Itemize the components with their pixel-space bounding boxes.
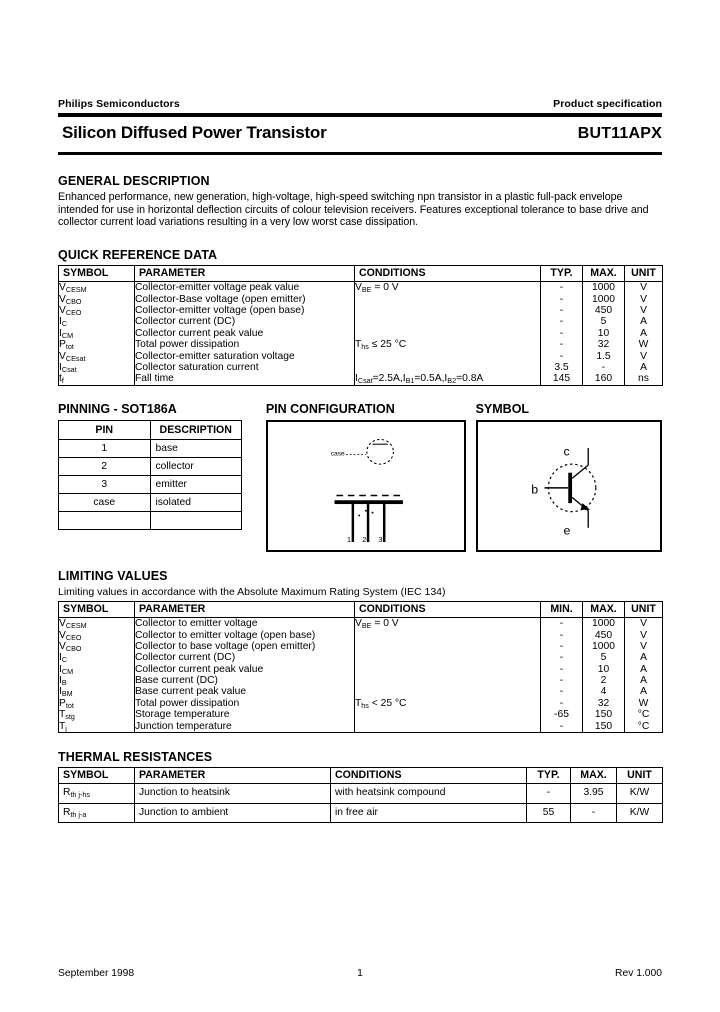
cell-line: -	[559, 339, 564, 351]
header-rule-bottom	[58, 152, 662, 155]
cell-line: $V_{BE} = 0$ V	[355, 618, 399, 630]
pinning-section	[58, 402, 256, 552]
cell-line: 32	[597, 697, 610, 709]
cell-line: -	[559, 327, 564, 339]
base-label: b	[530, 482, 538, 497]
part-number: BUT11APX	[577, 125, 662, 142]
pin-description-cell: emitter	[150, 475, 242, 493]
cell-line: Total power dissipation	[135, 697, 240, 709]
spacer-cell	[150, 511, 242, 529]
cell-line: -	[559, 304, 564, 316]
cell-line: 32	[597, 339, 610, 351]
cell-line: $I_{Csat}$	[59, 361, 77, 374]
cell-line: Collector-emitter voltage (open base)	[135, 304, 305, 316]
cell-line	[355, 351, 540, 362]
cell-line	[355, 664, 540, 675]
cell-line: Collector current peak value	[135, 663, 264, 675]
table-row	[59, 475, 242, 493]
parameter-cell	[135, 282, 354, 385]
lead-label-1: 1	[346, 534, 351, 544]
cell-line: -	[559, 629, 564, 641]
cell-line: 5	[600, 652, 607, 664]
column-header-conditions: CONDITIONS	[355, 601, 541, 617]
cell-line: $T_{stg}$	[59, 709, 75, 721]
column-header-parameter: PARAMETER	[135, 768, 331, 784]
cell-line: °C	[637, 720, 650, 732]
cell-line: A	[640, 327, 647, 339]
cell-line	[355, 316, 540, 327]
cell-line	[355, 675, 540, 686]
cell-line: W	[638, 697, 649, 709]
table-row-spacer	[59, 511, 242, 529]
pinning-heading: PINNING - SOT186A	[58, 401, 177, 416]
parameter-cell: Junction to heatsink	[135, 784, 331, 803]
cell-line: $V_{CEO}$	[59, 304, 82, 317]
cell-line: ns	[638, 373, 649, 385]
cell-line: Collector to base voltage (open emitter)	[135, 640, 316, 652]
package-info-row	[58, 402, 662, 552]
thermal-resistances-table	[58, 767, 663, 823]
cell-line: $P_{tot}$	[59, 339, 74, 351]
cell-line: Collector-emitter saturation voltage	[135, 350, 295, 362]
cell-line: 160	[594, 373, 613, 385]
cell-line: Collector-Base voltage (open emitter)	[135, 293, 306, 305]
column-header-max: MAX.	[571, 768, 617, 784]
cell-line: -	[559, 640, 564, 652]
cell-line: 1000	[592, 618, 615, 630]
column-header-conditions: CONDITIONS	[331, 768, 527, 784]
cell-line: W	[638, 339, 649, 351]
table-row	[59, 282, 663, 386]
column-header-min: MIN.	[541, 601, 583, 617]
cell-line: -	[559, 293, 564, 305]
general-description-heading: GENERAL DESCRIPTION	[58, 174, 210, 188]
typ-cell: -	[527, 784, 571, 803]
collector-label: c	[563, 444, 570, 459]
cell-line	[355, 721, 540, 732]
page-footer	[58, 968, 662, 979]
column-header-description: DESCRIPTION	[150, 420, 242, 439]
cell-line: $V_{CESM}$	[59, 282, 87, 294]
symbol-figure	[476, 420, 662, 552]
table-header-row	[59, 265, 663, 281]
cell-line: $V_{CBO}$	[59, 293, 82, 305]
cell-line	[355, 709, 540, 720]
title-row	[58, 117, 662, 150]
cell-line: $t_f$	[59, 373, 64, 385]
limiting-values-note: Limiting values in accordance with the Absolute Maximum Rating System (IEC 134)	[58, 585, 446, 598]
page-content	[58, 98, 662, 823]
cell-line: -	[601, 361, 606, 373]
cell-line: $V_{CBO}$	[59, 640, 82, 653]
cell-line: °C	[637, 709, 650, 721]
cell-line	[355, 294, 540, 305]
cell-line: -	[559, 697, 564, 709]
cell-line: $V_{CEO}$	[59, 629, 82, 641]
cell-line: Collector current peak value	[135, 327, 264, 339]
column-header-max: MAX.	[583, 265, 625, 281]
page-title: Silicon Diffused Power Transistor	[62, 123, 327, 142]
conditions-cell	[355, 618, 540, 732]
cell-line: Base current peak value	[135, 686, 247, 698]
column-header-unit: UNIT	[625, 265, 663, 281]
table-header-row	[59, 420, 242, 439]
column-header-conditions: CONDITIONS	[355, 265, 541, 281]
cell-line: 5	[600, 316, 607, 328]
cell-line: -	[559, 282, 564, 294]
unit-cell: K/W	[617, 784, 663, 803]
pin-description-cell: isolated	[150, 493, 242, 511]
cell-line: -	[559, 316, 564, 328]
cell-line: 450	[594, 304, 613, 316]
pin-description-cell: collector	[150, 457, 242, 475]
parameter-cell: Junction to ambient	[135, 803, 331, 822]
table-row	[59, 803, 663, 822]
table-row	[59, 618, 663, 733]
cell-line: V	[640, 629, 647, 641]
cell-line: V	[640, 293, 647, 305]
cell-line: Collector to emitter voltage	[135, 618, 258, 630]
cell-line: A	[640, 316, 647, 328]
cell-line: 150	[594, 709, 613, 721]
package-outline-drawing	[268, 422, 464, 550]
cell-line: Collector to emitter voltage (open base)	[135, 629, 316, 641]
cell-line: $I_C$	[59, 652, 68, 664]
max-cell	[583, 618, 624, 732]
cell-line: $T_j$	[59, 720, 67, 733]
unit-cell: K/W	[617, 803, 663, 822]
symbol-cell	[59, 282, 134, 385]
cell-line: $T_{hs} \le 25$ °C	[355, 339, 407, 351]
cell-line: -	[559, 686, 564, 698]
cell-line: 10	[597, 327, 610, 339]
table-row	[59, 439, 242, 457]
footer-date: September 1998	[58, 968, 135, 979]
cell-line: -	[559, 675, 564, 687]
column-header-max: MAX.	[583, 601, 625, 617]
max-cell: -	[571, 803, 617, 822]
cell-line: $V_{BE} = 0$ V	[355, 282, 399, 294]
cell-line: A	[640, 361, 647, 373]
cell-line: $T_{hs} < 25$ °C	[355, 697, 407, 710]
cell-line: 145	[552, 373, 571, 385]
cell-line: A	[640, 686, 647, 698]
min-cell	[541, 618, 582, 732]
conditions-cell: with heatsink compound	[331, 784, 527, 803]
symbol-cell: $R_{th j-hs}$	[59, 784, 135, 803]
cell-line: Collector current (DC)	[135, 316, 236, 328]
pin-description-cell: base	[150, 439, 242, 457]
table-row	[59, 457, 242, 475]
lead-label-3: 3	[378, 534, 383, 544]
cell-line	[355, 652, 540, 663]
cell-line	[355, 305, 540, 316]
cell-line: Collector-emitter voltage peak value	[135, 282, 300, 294]
cell-line: $V_{CESM}$	[59, 618, 87, 630]
emitter-label: e	[563, 523, 570, 538]
cell-line: Storage temperature	[135, 709, 230, 721]
pin-number-cell: 2	[59, 457, 151, 475]
cell-line	[355, 641, 540, 652]
column-header-parameter: PARAMETER	[135, 265, 355, 281]
cell-line: -	[559, 720, 564, 732]
cell-line: $I_{CM}$	[59, 663, 74, 676]
cell-line: $I_B$	[59, 675, 67, 687]
cell-line: -	[559, 663, 564, 675]
limiting-values-heading: LIMITING VALUES	[58, 568, 168, 583]
column-header-parameter: PARAMETER	[135, 601, 355, 617]
column-header-unit: UNIT	[617, 768, 663, 784]
pin-configuration-heading: PIN CONFIGURATION	[265, 401, 395, 416]
cell-line: -65	[554, 709, 569, 721]
cell-line: Base current (DC)	[135, 675, 218, 687]
unit-cell	[625, 618, 662, 732]
cell-line: A	[640, 663, 647, 675]
pin-number-cell: 3	[59, 475, 151, 493]
cell-line: $I_{Csat}=2.5A,I_{B1}=0.5A,I_{B2}=0.8A$	[355, 373, 484, 385]
lead-label-2: 2	[361, 534, 367, 544]
parameter-cell	[135, 618, 354, 732]
quick-reference-heading: QUICK REFERENCE DATA	[58, 247, 218, 262]
pin-configuration-section	[266, 402, 466, 552]
limiting-values-table	[58, 601, 663, 733]
pin-number-cell: 1	[59, 439, 151, 457]
cell-line: 4	[600, 686, 607, 698]
cell-line: V	[640, 282, 647, 294]
column-header-typ: TYP.	[541, 265, 583, 281]
cell-line: V	[640, 640, 647, 652]
cell-line: V	[640, 618, 647, 630]
cell-line	[355, 630, 540, 641]
cell-line: Collector current (DC)	[135, 652, 236, 664]
footer-revision: Rev 1.000	[615, 968, 662, 979]
max-cell	[583, 282, 624, 385]
symbol-section	[476, 402, 662, 552]
cell-line: 450	[594, 629, 613, 641]
unit-cell	[625, 282, 662, 385]
cell-line: 1.5	[596, 350, 611, 362]
typ-cell: 55	[527, 803, 571, 822]
symbol-cell: $R_{th j-a}$	[59, 803, 135, 822]
table-row	[59, 784, 663, 803]
document-type: Product specification	[553, 98, 662, 110]
column-header-typ: TYP.	[527, 768, 571, 784]
symbol-heading: SYMBOL	[475, 401, 530, 416]
cell-line: -	[559, 618, 564, 630]
cell-line: 10	[597, 663, 610, 675]
page-header	[58, 98, 662, 110]
table-header-row	[59, 768, 663, 784]
table-header-row	[59, 601, 663, 617]
cell-line: V	[640, 304, 647, 316]
cell-line: 1000	[592, 640, 615, 652]
company-name: Philips Semiconductors	[58, 98, 180, 110]
cell-line: -	[559, 350, 564, 362]
cell-line	[355, 362, 540, 373]
cell-line: 1000	[592, 282, 615, 294]
npn-transistor-symbol	[478, 422, 660, 550]
column-header-pin: PIN	[59, 420, 151, 439]
cell-line	[355, 328, 540, 339]
max-cell: 3.95	[571, 784, 617, 803]
cell-line: A	[640, 652, 647, 664]
cell-line: Junction temperature	[135, 720, 232, 732]
cell-line: $I_{BM}$	[59, 686, 73, 698]
cell-line: A	[640, 675, 647, 687]
conditions-cell	[355, 282, 540, 385]
cell-line: Total power dissipation	[135, 339, 240, 351]
column-header-unit: UNIT	[625, 601, 663, 617]
cell-line: $V_{CEsat}$	[59, 350, 86, 362]
case-label: case	[330, 450, 345, 458]
cell-line: $I_C$	[59, 316, 68, 328]
typ-cell	[541, 282, 582, 385]
pin-configuration-figure	[266, 420, 466, 552]
cell-line: 150	[594, 720, 613, 732]
cell-line	[355, 686, 540, 697]
symbol-cell	[59, 618, 134, 732]
conditions-cell: in free air	[331, 803, 527, 822]
cell-line: Fall time	[135, 373, 174, 385]
pin-number-cell: case	[59, 493, 151, 511]
spacer-cell	[59, 511, 151, 529]
cell-line: 1000	[592, 293, 615, 305]
footer-page-number: 1	[357, 968, 363, 979]
cell-line: V	[640, 350, 647, 362]
cell-line: $P_{tot}$	[59, 697, 74, 710]
pinning-table	[58, 420, 242, 530]
cell-line: Collector saturation current	[135, 361, 259, 373]
cell-line: $I_{CM}$	[59, 327, 74, 340]
thermal-resistances-heading: THERMAL RESISTANCES	[58, 750, 213, 765]
column-header-symbol: SYMBOL	[59, 265, 135, 281]
general-description-text: Enhanced performance, new generation, high-voltage, high-speed switching npn transistor in a plastic full-pack envelope intended for use in horizontal deflection circuits of colour television receivers. Features exceptional tolerance to base drive and collector current load variations resulting in a very low worst case dissipation.	[58, 191, 649, 229]
column-header-symbol: SYMBOL	[59, 768, 135, 784]
cell-line: 2	[600, 675, 607, 687]
cell-line: -	[559, 652, 564, 664]
cell-line: 3.5	[554, 361, 569, 373]
column-header-symbol: SYMBOL	[59, 601, 135, 617]
table-row	[59, 493, 242, 511]
quick-reference-table	[58, 265, 663, 386]
